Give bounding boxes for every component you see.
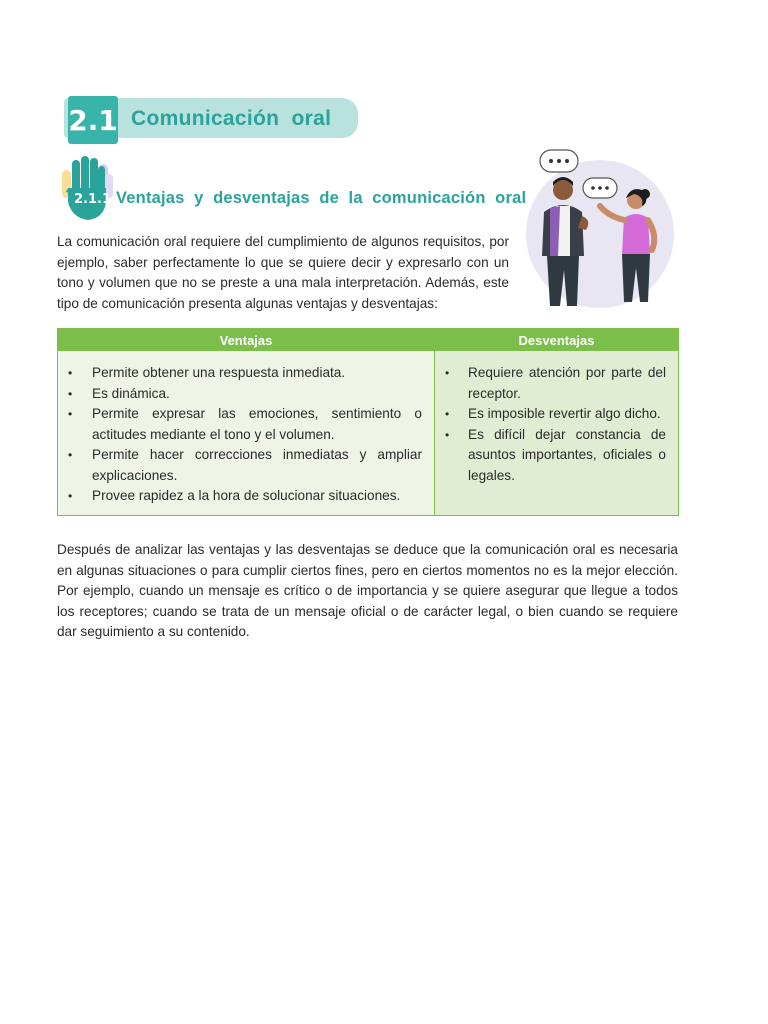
- ventajas-column: [58, 329, 435, 515]
- raised-hand-icon: [58, 152, 120, 222]
- list-item: • Permite expresar las emociones, sentimiento o actitudes mediante el tono y el volumen.: [58, 404, 422, 445]
- two-people-talking-illustration: [520, 146, 680, 312]
- subsection-title: Ventajas y desventajas de la comunicación oral: [116, 189, 527, 207]
- list-item: • Requiere atención por parte del receptor.: [435, 363, 666, 404]
- list-item: • Permite hacer correcciones inmediatas y ampliar explicaciones.: [58, 445, 422, 486]
- section-number: 2.1: [68, 96, 118, 144]
- intro-paragraph: La comunicación oral requiere del cumplimiento de algunos requisitos, por ejemplo, saber perfectamente lo que se quiere decir y expresarlo con un tono y volumen que no se preste a una mala interpretación. Además, este tipo de comunicación presenta algunas ventajas y desventajas:: [57, 234, 509, 311]
- desventajas-list: [435, 351, 678, 486]
- ventajas-list: [58, 351, 434, 507]
- list-item: • Provee rapidez a la hora de solucionar situaciones.: [58, 486, 422, 507]
- list-item: • Es dinámica.: [58, 384, 422, 405]
- desventajas-header: Desventajas: [435, 329, 678, 351]
- list-item: • Es imposible revertir algo dicho.: [435, 404, 666, 425]
- advantages-disadvantages-table: [57, 328, 679, 516]
- subsection-number: 2.1.1: [74, 192, 112, 207]
- desventajas-column: [435, 329, 678, 515]
- list-item: • Permite obtener una respuesta inmediata.: [58, 363, 422, 384]
- conclusion-paragraph: Después de analizar las ventajas y las desventajas se deduce que la comunicación oral es necesaria en algunas situaciones o para cumplir ciertos fines, pero en ciertos momentos no es la mejor elección. Por ejemplo, cuando un mensaje es crítico o de importancia y se quiere asegurar que llegue a todos los receptores; cuando se trata de un mensaje oficial o de carácter legal, o bien cuando se requiere dar seguimiento a su contenido.: [57, 542, 678, 639]
- section-title: Comunicación oral: [131, 107, 332, 130]
- ventajas-header: Ventajas: [58, 329, 434, 351]
- list-item: • Es difícil dejar constancia de asuntos importantes, oficiales o legales.: [435, 425, 666, 487]
